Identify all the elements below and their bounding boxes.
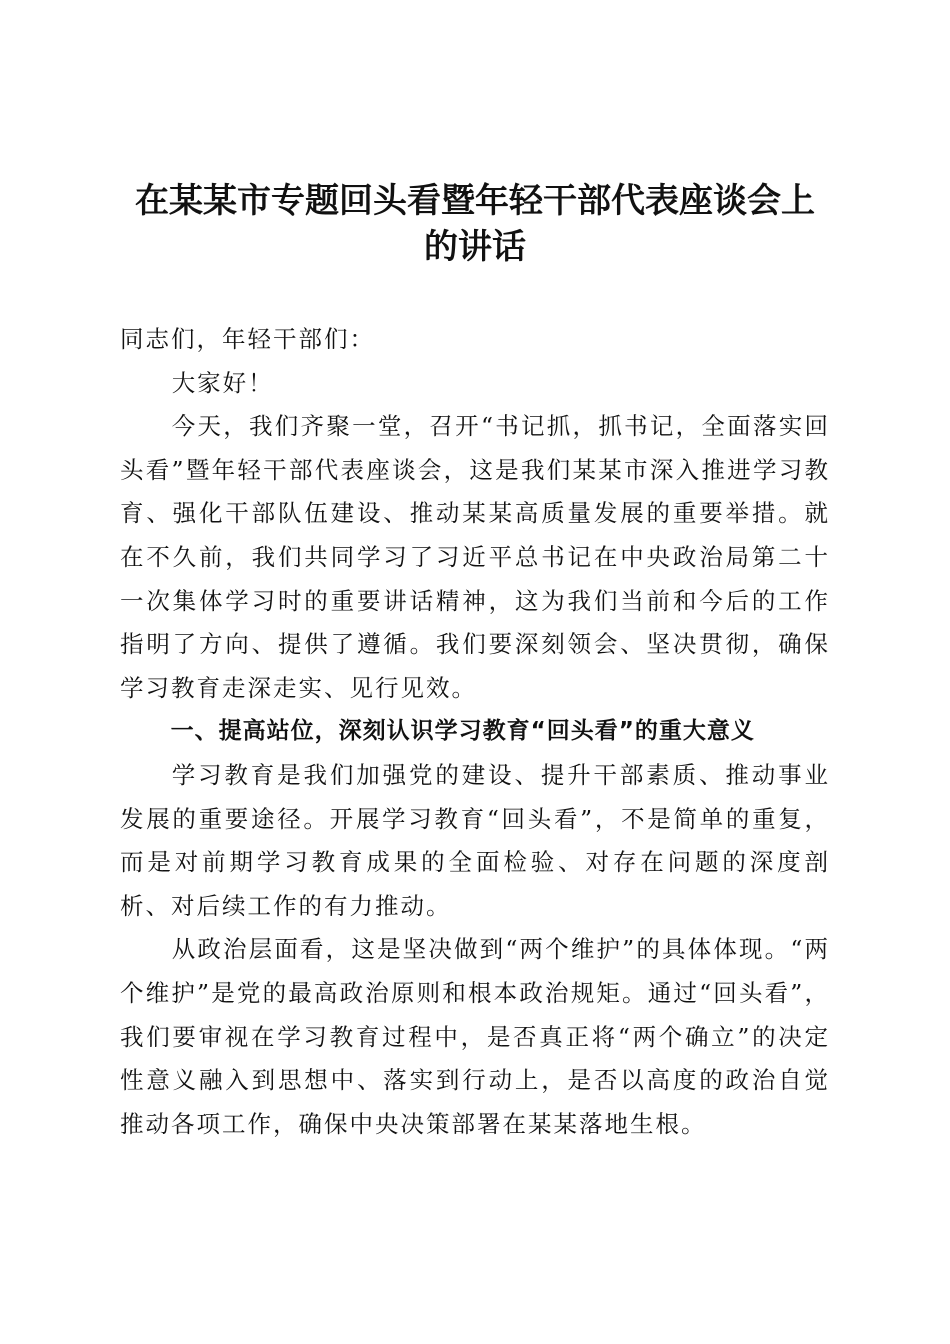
title-line-1: 在某某市专题回头看暨年轻干部代表座谈会上 (135, 181, 815, 221)
salutation: 同志们，年轻干部们： (120, 325, 375, 353)
greeting: 大家好！ (171, 368, 274, 397)
section-heading-1: 一、提高站位，深刻认识学习教育“回头看”的重大意义 (170, 718, 755, 745)
paragraph-opening: 今天，我们齐聚一堂，召开“书记抓，抓书记，全面落实回头看”暨年轻干部代表座谈会，这是我们某某市深入推进学习教育、强化干部队伍建设、推动某某高质量发展的重要举措。就在不久前，我们共同学习了习近平总书记在中央政治局第二十一次集体学习时的重要讲话精神，这为我们当前和今后的工作指明了方向、提供了遵循。我们要深刻领会、坚决贯彻，确保学习教育走深走实、见行见效。 (120, 412, 830, 702)
paragraph-political: 从政治层面看，这是坚决做到“两个维护”的具体体现。“两个维护”是党的最高政治原则和根本政治规矩。通过“回头看”，我们要审视在学习教育过程中，是否真正将“两个确立”的决定性意义融入到思想中、落实到行动上，是否以高度的政治自觉推动各项工作，确保中央决策部署在某某落地生根。 (120, 935, 830, 1138)
title-line-2: 的讲话 (424, 227, 526, 267)
document-title (100, 178, 850, 270)
document-body (120, 318, 830, 1146)
paragraph-significance: 学习教育是我们加强党的建设、提升干部素质、推动事业发展的重要途径。开展学习教育“回头看”，不是简单的重复，而是对前期学习教育成果的全面检验、对存在问题的深度剖析、对后续工作的有力推动。 (120, 760, 830, 920)
